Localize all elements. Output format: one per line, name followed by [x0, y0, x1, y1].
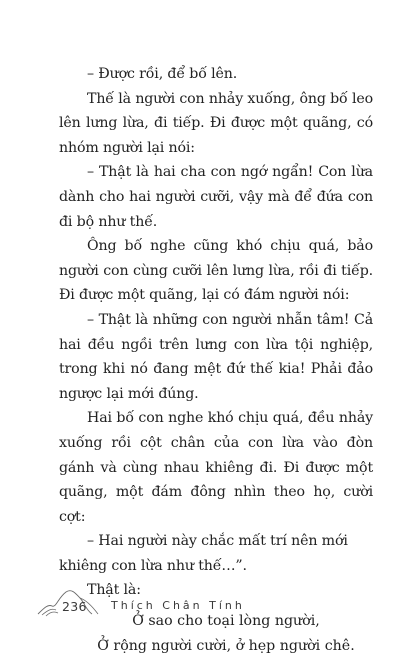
- paragraph: – Hai người này chắc mất trí nên mới khiêng con lừa như thế…”.: [59, 533, 348, 574]
- paragraph: Thật là:: [87, 582, 141, 599]
- paragraph: – Được rồi, để bố lên.: [87, 66, 238, 82]
- poem-line: Ở rộng người cười, ở hẹp người chê.: [97, 638, 355, 655]
- page-number: 236: [62, 599, 87, 614]
- poem-line: Ở sao cho toại lòng người,: [132, 613, 320, 630]
- author-name: Thích Chân Tính: [111, 599, 245, 612]
- paragraph: – Thật là hai cha con ngớ ngẩn! Con lừa dành cho hai người cưỡi, vậy mà để đứa con đi bộ như thế.: [59, 164, 373, 230]
- paragraph: Thế là người con nhảy xuống, ông bố leo lên lưng lừa, đi tiếp. Đi được một quãng, có nhóm người lại nói:: [59, 90, 373, 156]
- paragraph: – Thật là những con người nhẫn tâm! Cả hai đều ngồi trên lưng con lừa tội nghiệp, trong khi nó đang mệt đứ thế kia! Phải đảo ngược lại mới đúng.: [59, 311, 373, 402]
- page-footer: [36, 584, 396, 618]
- paragraph: Hai bố con nghe khó chịu quá, đều nhảy xuống rồi cột chân của con lừa vào đòn gánh và cùng nhau khiêng đi. Đi được một quãng, một đám đông nhìn theo họ, cười cợt:: [59, 410, 373, 525]
- body-text: [59, 62, 373, 659]
- paragraph: Ông bố nghe cũng khó chịu quá, bảo người con cùng cưỡi lên lưng lừa, rồi đi tiếp. Đi được một quãng, lại có đám người nói:: [59, 238, 373, 304]
